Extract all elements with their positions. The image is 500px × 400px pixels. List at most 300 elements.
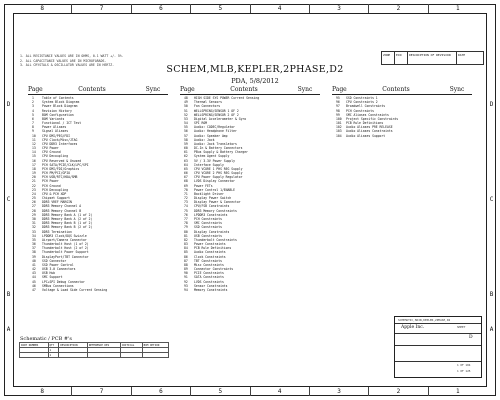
zone-label: 3 (310, 387, 369, 396)
toc-contents: CPU Clock/Misc/JTAG (42, 137, 78, 142)
table-cell: 1 (48, 348, 59, 353)
toc-contents: 5V / 3.3V Power Supply (194, 158, 235, 163)
toc-contents: SMC Constraints (194, 221, 222, 226)
toc-contents: DDR3 Memory Constraints (194, 208, 237, 213)
rev-zone: ZONE (382, 52, 395, 64)
toc-header (180, 86, 320, 94)
toc-contents: PCH Power (42, 179, 59, 184)
toc-page-number: 99 (336, 112, 340, 117)
toc-header-contents: Contents (78, 86, 106, 93)
toc-page-number: 18 (32, 166, 36, 171)
toc-contents: Clock Constraints (194, 254, 226, 259)
sheet-label: SHEET (457, 325, 466, 329)
toc-rows (332, 96, 472, 138)
toc-page-number: 2 (32, 100, 34, 105)
toc-contents: HIGH SIDE SYS POWER Current Sensing (194, 96, 260, 100)
toc-header-contents: Contents (230, 86, 258, 93)
toc-page-number: 49 (184, 100, 188, 105)
toc-contents: Sensor Constraints (194, 283, 228, 288)
toc-contents: DDR3 Termination (42, 229, 72, 234)
toc-page-number: 41 (32, 262, 36, 267)
toc-page-number: 65 (184, 166, 188, 171)
company-name: Apple Inc. (401, 325, 425, 330)
header-rule (332, 94, 472, 95)
table-header-cell: REFERENCE DES (87, 343, 120, 348)
toc-contents: Memory Constraints (194, 287, 228, 292)
toc-contents: Interface Supply (194, 162, 224, 167)
toc-page-number: 68 (184, 179, 188, 184)
toc-contents: SSD Constraints 1 (346, 96, 378, 100)
toc-contents: LPC+SPI Debug Connector (42, 279, 85, 284)
drawing-title: SCHEMATIC,MAIN,KEPLER,2PHASE,D2 (398, 318, 451, 322)
toc-contents: Project Specific Constraints (346, 116, 399, 121)
toc-contents: PCB Rule Definitions (346, 121, 384, 126)
toc-column-1 (28, 86, 168, 292)
toc-page-number: 17 (32, 162, 36, 167)
toc-contents: CPU VCORE 2 PHS REG Supply (194, 171, 243, 176)
sheet-size: D (469, 335, 473, 340)
revision-block (381, 51, 484, 65)
toc-row (28, 288, 168, 292)
toc-contents: Display Power Switch (194, 196, 232, 201)
toc-column-3 (332, 86, 472, 138)
toc-page-number: 73 (184, 200, 188, 205)
toc-contents: Power Constraints (194, 242, 226, 247)
toc-header-sync: Sync (145, 86, 161, 93)
toc-contents: PCH Decoupling (42, 187, 69, 192)
toc-contents: LPDDR3 Clock/DQS Swizzle (42, 233, 87, 238)
toc-contents: BOM Configuration (42, 112, 74, 117)
toc-page-number: 83 (184, 242, 188, 247)
toc-page-number: 30 (32, 216, 36, 221)
toc-contents: Airport/Camera Connector (42, 237, 87, 242)
toc-contents: SSD Power Control (42, 262, 74, 267)
zone-ruler-left (4, 13, 13, 387)
toc-contents: Display Constraints (194, 229, 230, 234)
toc-page-number: 3 (32, 104, 34, 109)
toc-page-number: 94 (184, 287, 188, 292)
toc-contents: LVDS Display Connector (194, 179, 235, 184)
toc-page-number: 9 (32, 129, 34, 134)
toc-page-number: 50 (184, 104, 188, 109)
toc-contents: PCH DMI/FDI/Graphics (42, 166, 80, 171)
toc-page-number: 1 (32, 96, 34, 100)
table-cell (20, 353, 49, 358)
toc-sync (126, 288, 142, 292)
toc-page-number: 84 (184, 246, 188, 251)
toc-contents: PCB Rule Definitions (194, 246, 232, 251)
toc-page-number: 64 (184, 162, 188, 167)
toc-page-number: 36 (32, 242, 36, 247)
toc-page-number: 47 (32, 287, 36, 292)
toc-contents: DDR3 VREF MARGIN (42, 200, 72, 205)
zone-label: 1 (456, 388, 460, 395)
table-header-cell: DESCRIPTION (59, 343, 88, 348)
note-line: 3. ALL CRYSTALS & OSCILLATOR VALUES ARE IN HERTZ. (20, 63, 115, 67)
zone-ruler-right (487, 13, 496, 387)
toc-contents: Table of Contents (42, 96, 74, 100)
tb-rule (395, 361, 481, 362)
toc-header-sync: Sync (449, 86, 465, 93)
toc-page-number: 55 (184, 125, 188, 130)
schematic-pcb-label: Schematic / PCB #'s (20, 336, 72, 342)
toc-page-number: 57 (184, 133, 188, 138)
toc-contents: Broadwell Constraints (346, 104, 386, 109)
toc-contents: DDR3 Memory Bank A (2 of 2) (42, 216, 93, 221)
zone-label: C (6, 196, 11, 203)
toc-sync (294, 288, 314, 292)
zone-label: 4 (251, 387, 310, 396)
toc-rows (180, 96, 320, 292)
toc-page-number: 11 (32, 137, 36, 142)
toc-page-number: 12 (32, 141, 36, 146)
toc-page-number: 67 (184, 175, 188, 180)
tb-rule (395, 333, 481, 334)
toc-page-number: 13 (32, 146, 36, 151)
toc-contents: Power Aliases (42, 125, 67, 130)
toc-contents: DDR3 Memory Bank B (2 of 2) (42, 225, 93, 230)
toc-page-number: 58 (184, 137, 188, 142)
toc-page-number: 44 (32, 275, 36, 280)
toc-contents: CPU/FSB Constraints (194, 204, 230, 209)
table-cell (120, 353, 142, 358)
zone-label: 5 (191, 4, 250, 13)
zone-label: 6 (132, 387, 191, 396)
toc-contents: SMC Aliases Constraints (346, 112, 389, 117)
zone-label: B (6, 291, 11, 298)
toc-contents: Thunderbolt Constraints (194, 237, 237, 242)
toc-page-number: 79 (184, 225, 188, 230)
toc-contents: Backlight Driver (194, 191, 224, 196)
toc-page-number: 100 (336, 116, 342, 121)
zone-label: B (489, 291, 494, 298)
toc-page-number: 88 (184, 262, 188, 267)
toc-contents: DDR3 Memory Channel A (42, 204, 82, 209)
toc-contents: SATA Constraints (194, 275, 224, 280)
zone-label: D (6, 101, 11, 108)
toc-page-number: 62 (184, 154, 188, 159)
toc-page-number: 32 (32, 225, 36, 230)
zone-label: 7 (72, 4, 131, 13)
zone-label: A (489, 326, 494, 333)
toc-contents: DC-In & Battery Connectors (194, 146, 243, 151)
toc-page-number: 93 (184, 283, 188, 288)
toc-header-sync: Sync (297, 86, 313, 93)
toc-contents: PCH Constraints (346, 108, 374, 113)
zone-label: 5 (191, 387, 250, 396)
table-header-cell: QTY (48, 343, 59, 348)
zone-label: 7 (72, 387, 131, 396)
zone-label: 4 (251, 4, 310, 13)
toc-page-number: 19 (32, 171, 36, 176)
toc-contents: DDR3 Memory Bank B (1 of 2) (42, 221, 93, 226)
toc-contents: WELLSPRING/SENSOR 1 OF 2 (194, 108, 239, 113)
zone-ruler-bottom (13, 387, 487, 396)
table-header-cell: CRITICAL (120, 343, 142, 348)
note-line: 1. ALL RESISTANCE VALUES ARE IN OHMS, 0.1 WATT +/- 5%. (20, 54, 124, 58)
toc-contents: Audio: Jack (194, 137, 215, 142)
toc-contents: Misc Constraints (194, 262, 224, 267)
toc-page-number: 97 (336, 104, 340, 109)
toc-contents: LPDDR3 Constraints (194, 212, 228, 217)
toc-contents: DisplayPort/TBT Connector (42, 254, 89, 259)
toc-contents: CPU Reserved & Unused (42, 158, 82, 163)
toc-contents: Audio: Speaker Amp (194, 133, 228, 138)
toc-contents: CPU Ground (42, 150, 61, 155)
toc-contents: Power Control 1/ENABLE (194, 187, 235, 192)
toc-page-number: 63 (184, 158, 188, 163)
toc-page-number: 76 (184, 212, 188, 217)
toc-rows (28, 96, 168, 292)
rev-description: DESCRIPTION OF REVISION (408, 52, 457, 64)
toc-page-number: 87 (184, 258, 188, 263)
toc-contents: Functional / ICT Test (42, 121, 82, 126)
table-header-cell: PART NUMBER (20, 343, 49, 348)
toc-contents: Audio Aliases Constraints (346, 129, 393, 134)
toc-page-number: 35 (32, 237, 36, 242)
toc-contents: Digital Accelerometer & Gyro (194, 116, 247, 121)
toc-header-page: Page (180, 86, 195, 93)
toc-page-number: 70 (184, 187, 188, 192)
toc-page-number: 43 (32, 271, 36, 276)
toc-page-number: 29 (32, 212, 36, 217)
toc-page-number: 89 (184, 267, 188, 272)
toc-page-number: 95 (336, 96, 340, 100)
title-block (394, 316, 482, 378)
toc-page-number: 91 (184, 275, 188, 280)
zone-label: A (6, 326, 11, 333)
toc-page-number: 23 (32, 187, 36, 192)
toc-page-number: 61 (184, 150, 188, 155)
toc-row (180, 288, 320, 292)
sheet-title: SCHEM,MLB,KEPLER,2PHASE,D2 (166, 64, 344, 75)
toc-page-number: 74 (184, 204, 188, 209)
toc-contents: CPU Power (42, 146, 59, 151)
table-header-cell: BOM OPTION (142, 343, 168, 348)
toc-header (332, 86, 472, 94)
schematic-pcb-table (19, 342, 169, 358)
toc-header-page: Page (28, 86, 43, 93)
toc-page-number: 37 (32, 246, 36, 251)
toc-page-number: 102 (336, 125, 342, 130)
toc-sync (446, 134, 466, 138)
toc-page-number: 59 (184, 141, 188, 146)
toc-contents: Connector Constraints (194, 267, 234, 272)
toc-contents: SPI ROM (194, 121, 208, 126)
toc-page-number: 86 (184, 254, 188, 259)
toc-contents: PCH Ground (42, 183, 61, 188)
toc-contents: Audio Constraints (194, 250, 226, 255)
toc-page-number: 7 (32, 121, 34, 126)
toc-page-number: 90 (184, 271, 188, 276)
toc-sync (142, 288, 162, 292)
drawing-notes (20, 54, 124, 68)
toc-contents: Thermal Sensors (194, 100, 222, 105)
toc-contents: Signal Aliases (42, 129, 69, 134)
zone-label: C (489, 196, 494, 203)
toc-contents: SSD Connector (42, 258, 67, 263)
toc-page-number: 25 (32, 196, 36, 201)
toc-page-number: 27 (32, 204, 36, 209)
toc-contents: PCH PM/PCI/GPIO (42, 171, 70, 176)
toc-contents: USB Constraints (194, 233, 222, 238)
toc-contents: BOM Variants (42, 116, 65, 121)
toc-page-number: 46 (32, 283, 36, 288)
toc-contents: Chipset Support (42, 196, 70, 201)
toc-contents: DDR3 Memory Channel B (42, 208, 82, 213)
header-rule (28, 94, 168, 95)
toc-row (332, 134, 472, 138)
toc-page-number: 48 (184, 96, 188, 100)
toc-contents: PBus Supply & Battery Charger (194, 150, 249, 155)
toc-page-number: 34 (32, 233, 36, 238)
toc-contents: Thunderbolt Host (1 of 2) (42, 242, 89, 247)
rev-date: DATE (458, 53, 466, 57)
toc-page-number: 52 (184, 112, 188, 117)
toc-contents: Thunderbolt Host (2 of 2) (42, 246, 89, 251)
toc-page-number: 54 (184, 121, 188, 126)
toc-page-number: 22 (32, 183, 36, 188)
toc-contents: Thunderbolt Power Support (42, 250, 89, 255)
toc-page-number: 38 (32, 250, 36, 255)
toc-page-number: 101 (336, 121, 342, 126)
toc-contents: System Agent Supply (194, 154, 230, 159)
page-number: 1 OF 125 (457, 369, 471, 373)
table-cell: 1 (48, 353, 59, 358)
toc-contents: SSD Constraints (194, 225, 222, 230)
toc-page-number: 40 (32, 258, 36, 263)
toc-contents: WELLSPRING/SENSOR 2 OF 2 (194, 112, 239, 117)
toc-contents: Audio: Headphone Filter (194, 129, 237, 134)
toc-contents: Audio Aliases Support (346, 133, 386, 138)
toc-page-number: 6 (32, 116, 34, 121)
toc-page-number: 31 (32, 221, 36, 226)
toc-contents: Fan Connectors (194, 104, 221, 109)
toc-contents: Display Power & Connector (194, 200, 241, 205)
toc-page-number: 72 (184, 196, 188, 201)
toc-contents: Power Block Diagram (42, 104, 78, 109)
toc-contents: SMC Support (42, 275, 63, 280)
toc-page-number: 8 (32, 125, 34, 130)
toc-page-number: 24 (32, 191, 36, 196)
tb-rule (395, 345, 481, 346)
table-row (20, 353, 169, 358)
toc-page-number: 39 (32, 254, 36, 259)
tb-rule (395, 323, 481, 324)
toc-page-number: 98 (336, 108, 340, 113)
toc-page-number: 42 (32, 267, 36, 272)
toc-column-2 (180, 86, 320, 292)
toc-contents: CPU VCORE 1 PHS REG Supply (194, 166, 243, 171)
toc-header-page: Page (332, 86, 347, 93)
toc-page-number: 14 (32, 150, 36, 155)
toc-page-number: 71 (184, 191, 188, 196)
toc-page-number: 82 (184, 237, 188, 242)
table-cell (142, 353, 168, 358)
toc-page-number: 28 (32, 208, 36, 213)
toc-contents: CPU DDR3 Interfaces (42, 141, 78, 146)
toc-page-number: 104 (336, 133, 342, 138)
table-cell (59, 353, 88, 358)
toc-page-number: 33 (32, 229, 36, 234)
toc-page-number: 77 (184, 216, 188, 221)
zone-ruler-top (13, 4, 487, 13)
toc-contents: PCH USB/RTC/HDA/SMB (42, 175, 78, 180)
toc-sync (278, 288, 294, 292)
toc-page-number: 75 (184, 208, 188, 213)
table-cell (87, 353, 120, 358)
toc-page-number: 20 (32, 175, 36, 180)
toc-page-number: 92 (184, 279, 188, 284)
toc-page-number: 21 (32, 179, 36, 184)
toc-contents: Revision History (42, 108, 72, 113)
zone-label: D (489, 101, 494, 108)
zone-label: 1 (456, 5, 460, 12)
toc-page-number: 45 (32, 279, 36, 284)
toc-page-number: 81 (184, 233, 188, 238)
toc-contents: TBT Constraints (194, 258, 222, 263)
sheet-number: 1 OF 104 (457, 363, 471, 367)
toc-page-number: 5 (32, 112, 34, 117)
note-line: 2. ALL CAPACITANCE VALUES ARE IN MICROFARADS. (20, 58, 107, 63)
toc-page-number: 78 (184, 221, 188, 226)
header-rule (180, 94, 320, 95)
zone-label: 2 (369, 387, 428, 396)
sheet-subtitle: PDA, 5/8/2012 (231, 77, 279, 85)
toc-contents: CPU Decoupling (42, 154, 69, 159)
toc-contents: System Block Diagram (42, 100, 80, 105)
toc-page-number: 53 (184, 116, 188, 121)
toc-contents: Power FETs (194, 183, 213, 188)
zone-label: 3 (310, 4, 369, 13)
toc-page-number: 60 (184, 146, 188, 151)
toc-page-number: 56 (184, 129, 188, 134)
toc-contents: CPU DMI/PEG/FDI (42, 133, 70, 138)
toc-contents: PCH Constraints (194, 216, 222, 221)
zone-label: 8 (13, 4, 72, 13)
toc-contents: PCH SATA/PCIE/CLK/LPC/SPI (42, 162, 89, 167)
toc-contents: Audio: Jack Translators (194, 141, 237, 146)
zone-label: 6 (132, 4, 191, 13)
toc-page-number: 26 (32, 200, 36, 205)
toc-page-number: 66 (184, 171, 188, 176)
zone-label: 8 (13, 387, 72, 396)
toc-contents: Audio Aliases PRE RELEASE (346, 125, 393, 130)
toc-contents: CPU Constraints 2 (346, 100, 378, 105)
toc-page-number: 51 (184, 108, 188, 113)
toc-header (28, 86, 168, 94)
toc-contents: USB 3.0 Connectors (42, 267, 76, 272)
toc-page-number: 10 (32, 133, 36, 138)
toc-page-number: 85 (184, 250, 188, 255)
toc-sync (430, 134, 446, 138)
toc-page-number: 15 (32, 154, 36, 159)
toc-page-number: 80 (184, 229, 188, 234)
toc-page-number: 4 (32, 108, 34, 113)
toc-page-number: 16 (32, 158, 36, 163)
toc-contents: USB Hub (42, 271, 56, 276)
toc-contents: LVDS Constraints (194, 279, 224, 284)
toc-header-contents: Contents (382, 86, 410, 93)
toc-contents: CPU & PCH XDP (42, 191, 67, 196)
toc-page-number: 103 (336, 129, 342, 134)
toc-contents: Audio: CODEC/Regulator (194, 125, 235, 130)
toc-contents: DDR3 Memory Bank A (1 of 2) (42, 212, 93, 217)
rev-ecn: ECN (395, 52, 408, 64)
toc-page-number: 69 (184, 183, 188, 188)
toc-page-number: 96 (336, 100, 340, 105)
zone-label: 2 (369, 4, 428, 13)
